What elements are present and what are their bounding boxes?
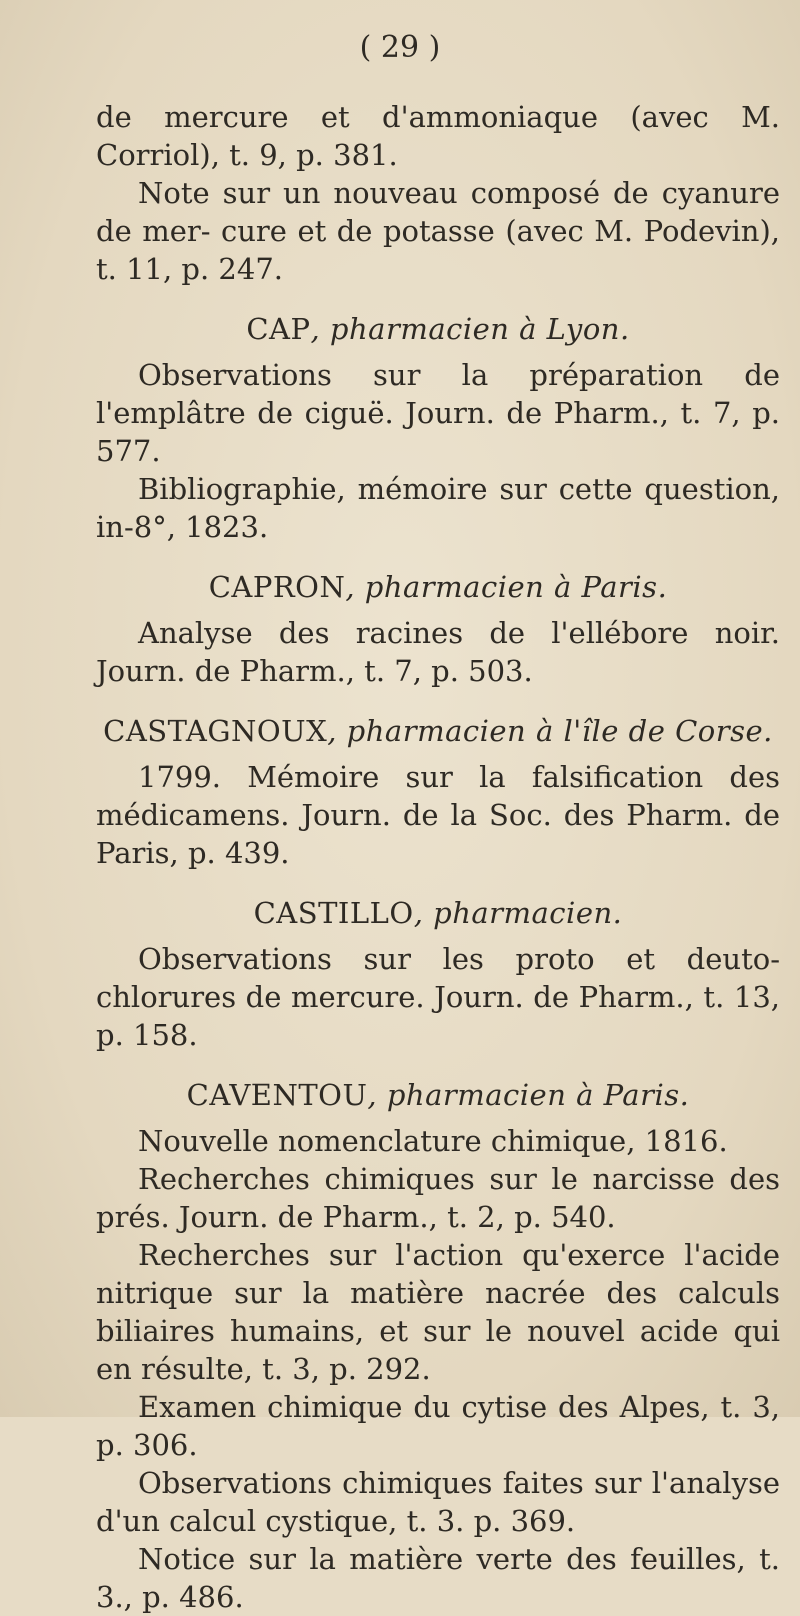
work-entry: Note sur un nouveau composé de cyanure de mer- cure et de potasse (avec M. Podevin), t. 11, p. 247. xyxy=(96,176,780,286)
author-heading-cap xyxy=(96,310,780,348)
work-entry: Recherches sur l'action qu'exerce l'acide nitrique sur la matière nacrée des calculs biliaires humains, et sur le nouvel acide qui en résulte, t. 3, p. 292. xyxy=(96,1238,780,1386)
work-entry: Observations sur la préparation de l'emplâtre de ciguë. Journ. de Pharm., t. 7, p. 577. xyxy=(96,358,780,468)
author-role: , pharmacien à Paris. xyxy=(367,1078,690,1112)
author-role: , pharmacien à Paris. xyxy=(345,570,668,604)
author-name: CASTILLO xyxy=(253,896,414,930)
author-name: CAPRON xyxy=(208,570,346,604)
work-entry: Nouvelle nomenclature chimique, 1816. xyxy=(138,1124,728,1158)
work-entry: Observations chimiques faites sur l'analyse d'un calcul cystique, t. 3. p. 369. xyxy=(96,1466,780,1538)
author-name: CAVENTOU xyxy=(186,1078,368,1112)
author-role: , pharmacien. xyxy=(413,896,623,930)
author-heading-caventou xyxy=(96,1076,780,1114)
author-role: , pharmacien à Lyon. xyxy=(310,312,630,346)
author-name: CASTAGNOUX xyxy=(103,714,328,748)
work-entry: Bibliographie, mémoire sur cette question, in-8°, 1823. xyxy=(96,472,780,544)
work-entry: Recherches chimiques sur le narcisse des prés. Journ. de Pharm., t. 2, p. 540. xyxy=(96,1162,780,1234)
work-entry: Examen chimique du cytise des Alpes, t. 3, p. 306. xyxy=(96,1390,780,1462)
page-number: ( 29 ) xyxy=(359,30,441,65)
continuation-paragraph: de mercure et d'ammoniaque (avec M. Corriol), t. 9, p. 381. xyxy=(96,100,780,172)
work-entry: Notice sur la matière verte des feuilles, t. 3., p. 486. xyxy=(96,1542,780,1614)
author-heading-castillo xyxy=(96,894,780,932)
work-entry: Observations sur les proto et deuto-chlorures de mercure. Journ. de Pharm., t. 13, p. 158. xyxy=(96,942,780,1052)
author-heading-capron xyxy=(96,568,780,606)
author-name: CAP xyxy=(246,312,311,346)
work-entry: Analyse des racines de l'ellébore noir. Journ. de Pharm., t. 7, p. 503. xyxy=(96,616,780,688)
author-heading-castagnoux xyxy=(96,712,780,750)
work-entry: 1799. Mémoire sur la falsification des médicamens. Journ. de la Soc. des Pharm. de Paris, p. 439. xyxy=(96,760,780,870)
author-role: , pharmacien à l'île de Corse. xyxy=(327,714,773,748)
page-body xyxy=(96,98,780,1616)
